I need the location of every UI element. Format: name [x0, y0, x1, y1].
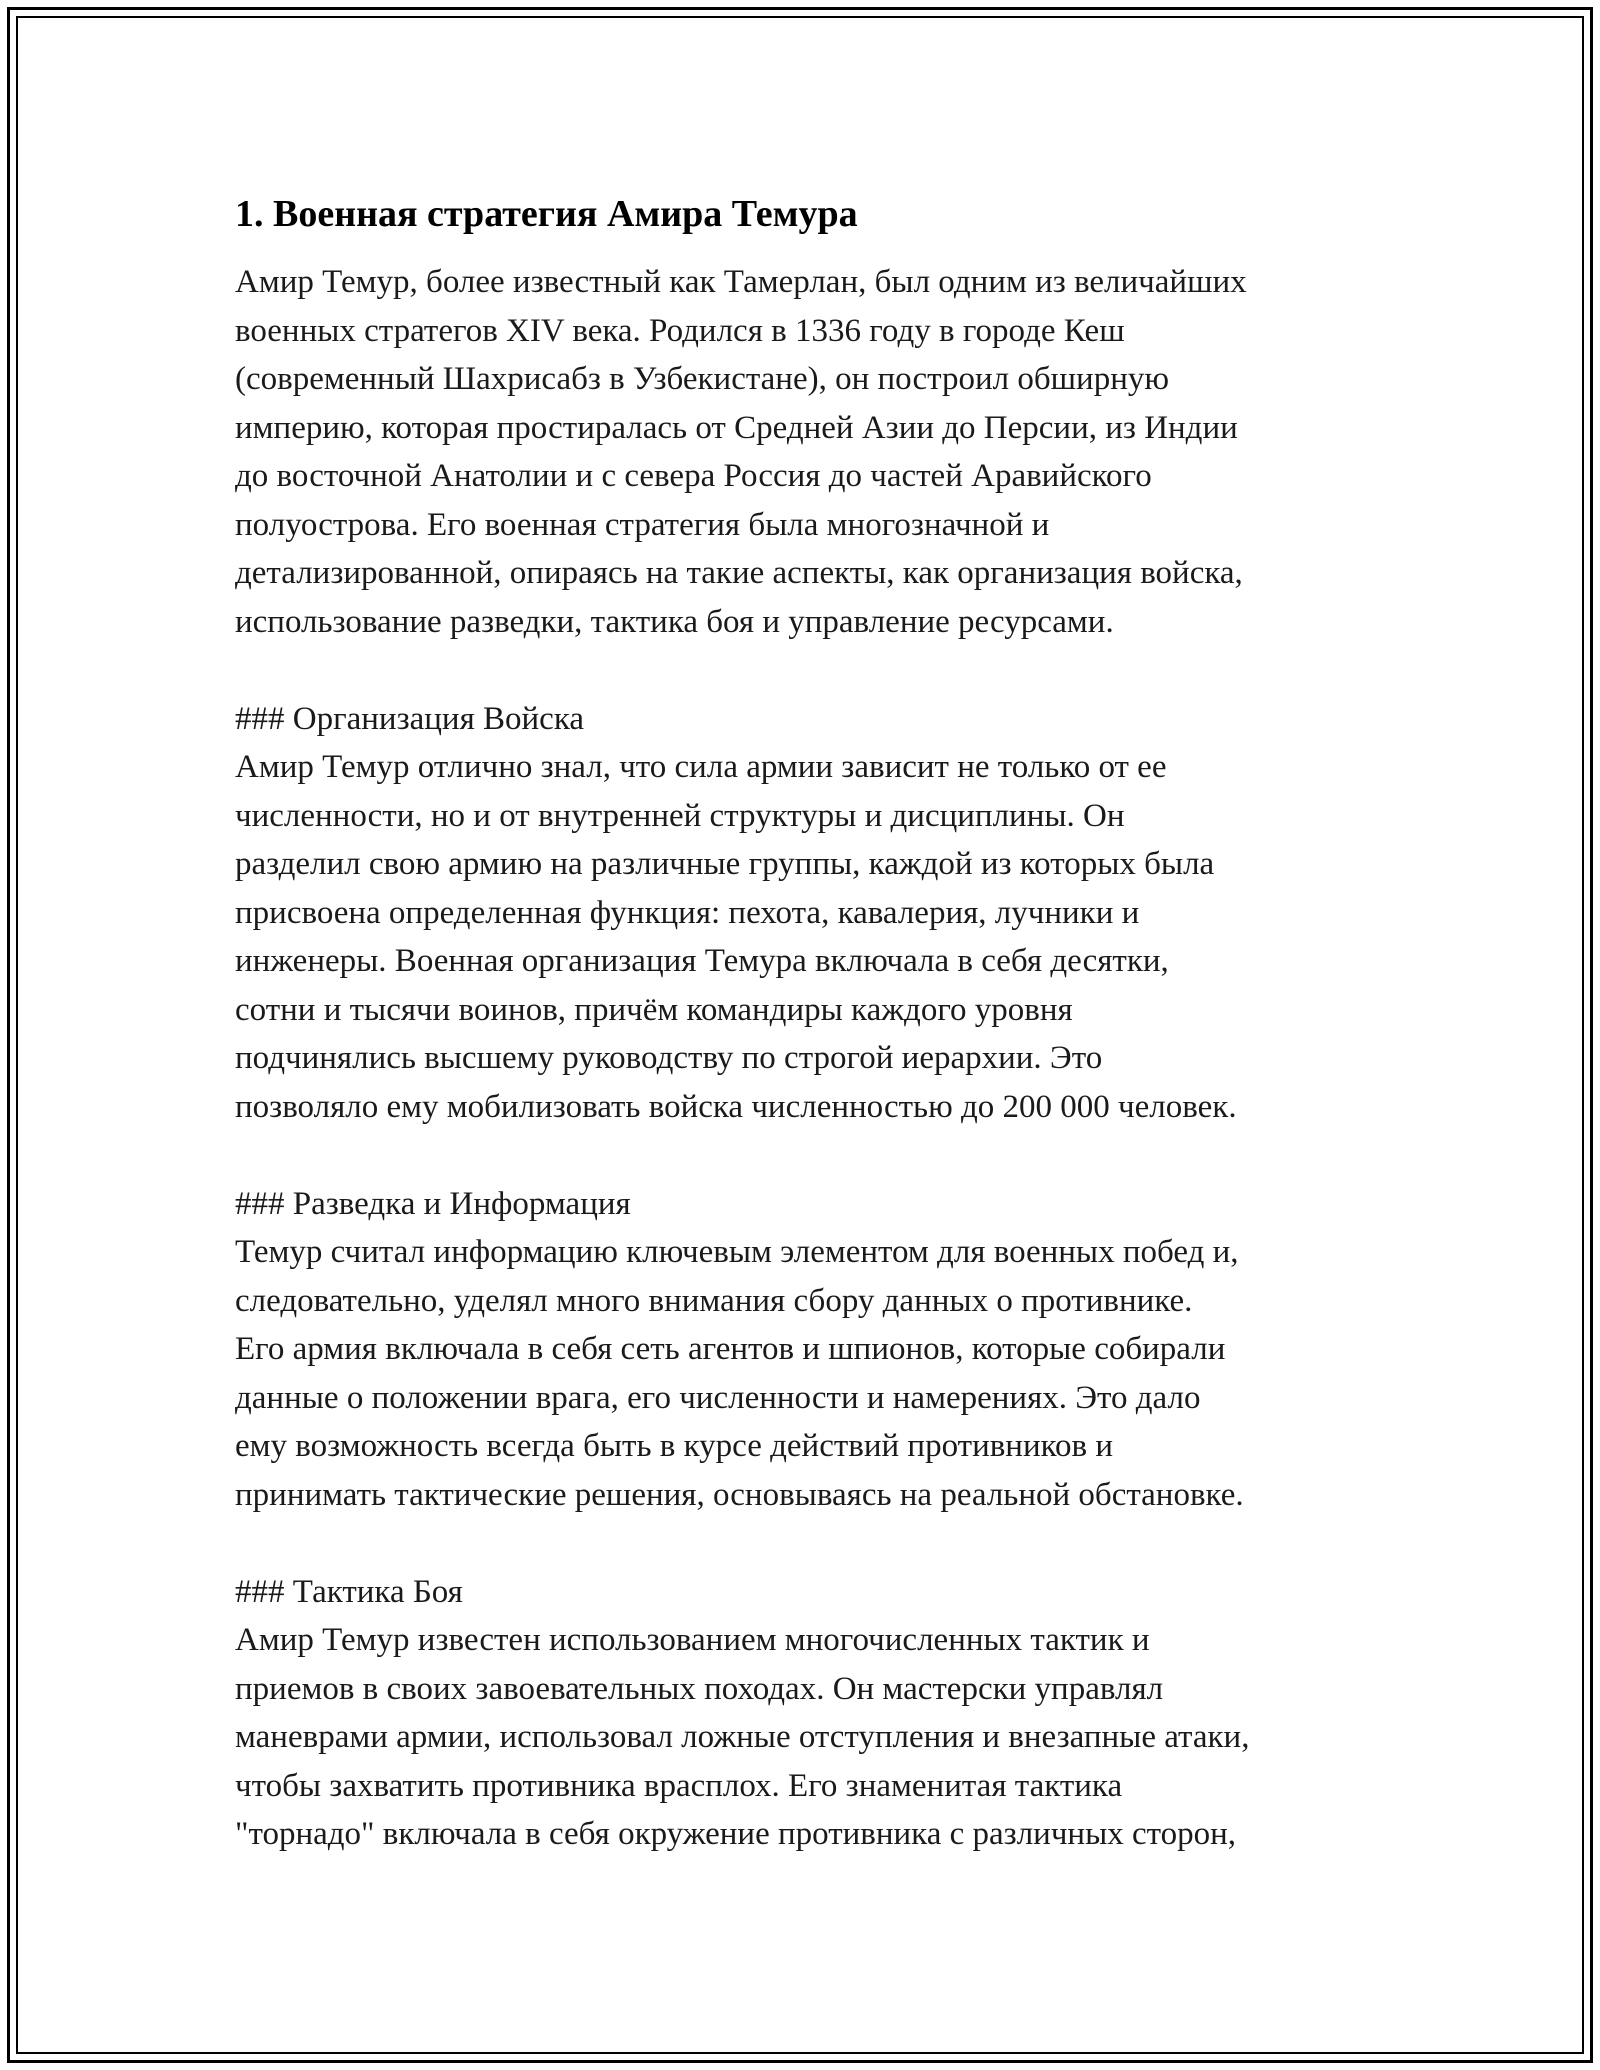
section-tactics [235, 1568, 1385, 1859]
section-paragraph: Амир Темур известен использованием многочисленных тактик и приемов в своих завоевательных походах. Он мастерски управлял маневрами армии, использовал ложные отступления и внезапные атаки, чтобы захватить противника врасплох. Его знаменитая тактика "торнадо" включала в себя окружение противника с различных сторон, [235, 1622, 1250, 1852]
document-title: 1. Военная стратегия Амира Темура [235, 193, 858, 235]
section-paragraph: Темур считал информацию ключевым элементом для военных побед и, следовательно, уделял много внимания сбору данных о противнике. Его армия включала в себя сеть агентов и шпионов, которые собирали данные о положении врага, его численности и намерениях. Это дало ему возможность всегда быть в курсе действий противников и принимать тактические решения, основываясь на реальной обстановке. [235, 1234, 1244, 1513]
section-heading: ### Тактика Боя [235, 1573, 463, 1610]
section-organization [235, 695, 1385, 1132]
section-heading: ### Организация Войска [235, 700, 585, 737]
section-paragraph: Амир Темур отлично знал, что сила армии зависит не только от ее численности, но и от внутренней структуры и дисциплины. Он разделил свою армию на различные группы, каждой из которых была присвоена определенная функция: пехота, кавалерия, лучники и инженеры. Военная организация Темура включала в себя десятки, сотни и тысячи воинов, причём командиры каждого уровня подчинялись высшему руководству по строгой иерархии. Это позволяло ему мобилизовать войска численностью до 200 000 человек. [235, 749, 1237, 1125]
document-body [235, 190, 1385, 1859]
section-heading: ### Разведка и Информация [235, 1185, 631, 1222]
section-intelligence [235, 1180, 1385, 1520]
intro-paragraph: Амир Темур, более известный как Тамерлан, был одним из величайших военных стратегов XIV века. Родился в 1336 году в городе Кеш (современный Шахрисабз в Узбекистане), он построил обширную империю, которая простиралась от Средней Азии до Персии, из Индии до восточной Анатолии и с севера Россия до частей Аравийского полуострова. Его военная стратегия была многозначной и детализированной, опираясь на такие аспекты, как организация войска, использование разведки, тактика боя и управление ресурсами. [235, 264, 1247, 640]
